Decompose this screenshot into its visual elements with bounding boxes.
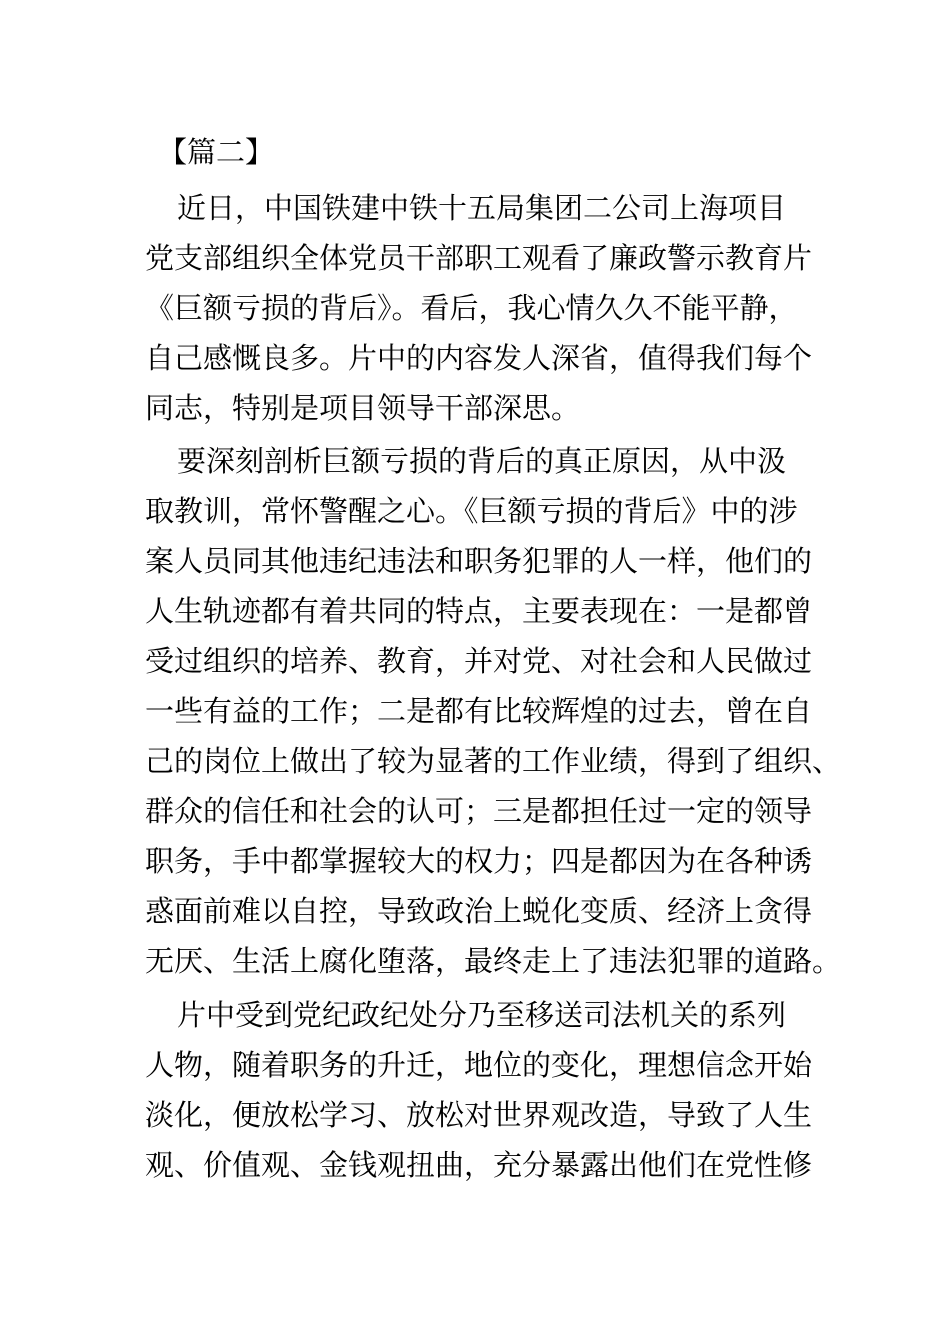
paragraph-1-line-3: 《巨额亏损的背后》。看后，我心情久久不能平静，: [145, 291, 798, 325]
paragraph-2-line-9: 职务，手中都掌握较大的权力；四是都因为在各种诱: [145, 844, 813, 878]
paragraph-2-line-8: 群众的信任和社会的认可；三是都担任过一定的领导: [145, 794, 813, 828]
paragraph-2-line-6: 一些有益的工作；二是都有比较辉煌的过去，曾在自: [145, 694, 813, 728]
paragraph-3-line-3: 淡化，便放松学习、放松对世界观改造，导致了人生: [145, 1098, 813, 1132]
paragraph-2-line-7: 己的岗位上做出了较为显著的工作业绩，得到了组织、: [145, 744, 842, 778]
paragraph-2-line-11: 无厌、生活上腐化堕落，最终走上了违法犯罪的道路。: [145, 944, 842, 978]
paragraph-2-line-4: 人生轨迹都有着共同的特点，主要表现在：一是都曾: [145, 594, 813, 628]
section-heading: 【篇二】: [158, 135, 275, 169]
paragraph-2-line-1: 要深刻剖析巨额亏损的背后的真正原因，从中汲: [177, 444, 787, 478]
paragraph-1-line-1: 近日，中国铁建中铁十五局集团二公司上海项目: [177, 191, 787, 225]
paragraph-1-line-5: 同志，特别是项目领导干部深思。: [145, 391, 581, 425]
paragraph-2-line-5: 受过组织的培养、教育，并对党、对社会和人民做过: [145, 644, 813, 678]
paragraph-3-line-1: 片中受到党纪政纪处分乃至移送司法机关的系列: [177, 998, 787, 1032]
paragraph-1-line-2: 党支部组织全体党员干部职工观看了廉政警示教育片: [145, 241, 813, 275]
paragraph-2-line-3: 案人员同其他违纪违法和职务犯罪的人一样，他们的: [145, 544, 813, 578]
paragraph-3-line-4: 观、价值观、金钱观扭曲，充分暴露出他们在党性修: [145, 1148, 813, 1182]
paragraph-2-line-2: 取教训，常怀警醒之心。《巨额亏损的背后》中的涉: [145, 494, 798, 528]
paragraph-3-line-2: 人物，随着职务的升迁，地位的变化，理想信念开始: [145, 1048, 813, 1082]
paragraph-2-line-10: 惑面前难以自控，导致政治上蜕化变质、经济上贪得: [145, 894, 813, 928]
paragraph-1-line-4: 自己感慨良多。片中的内容发人深省，值得我们每个: [145, 341, 813, 375]
